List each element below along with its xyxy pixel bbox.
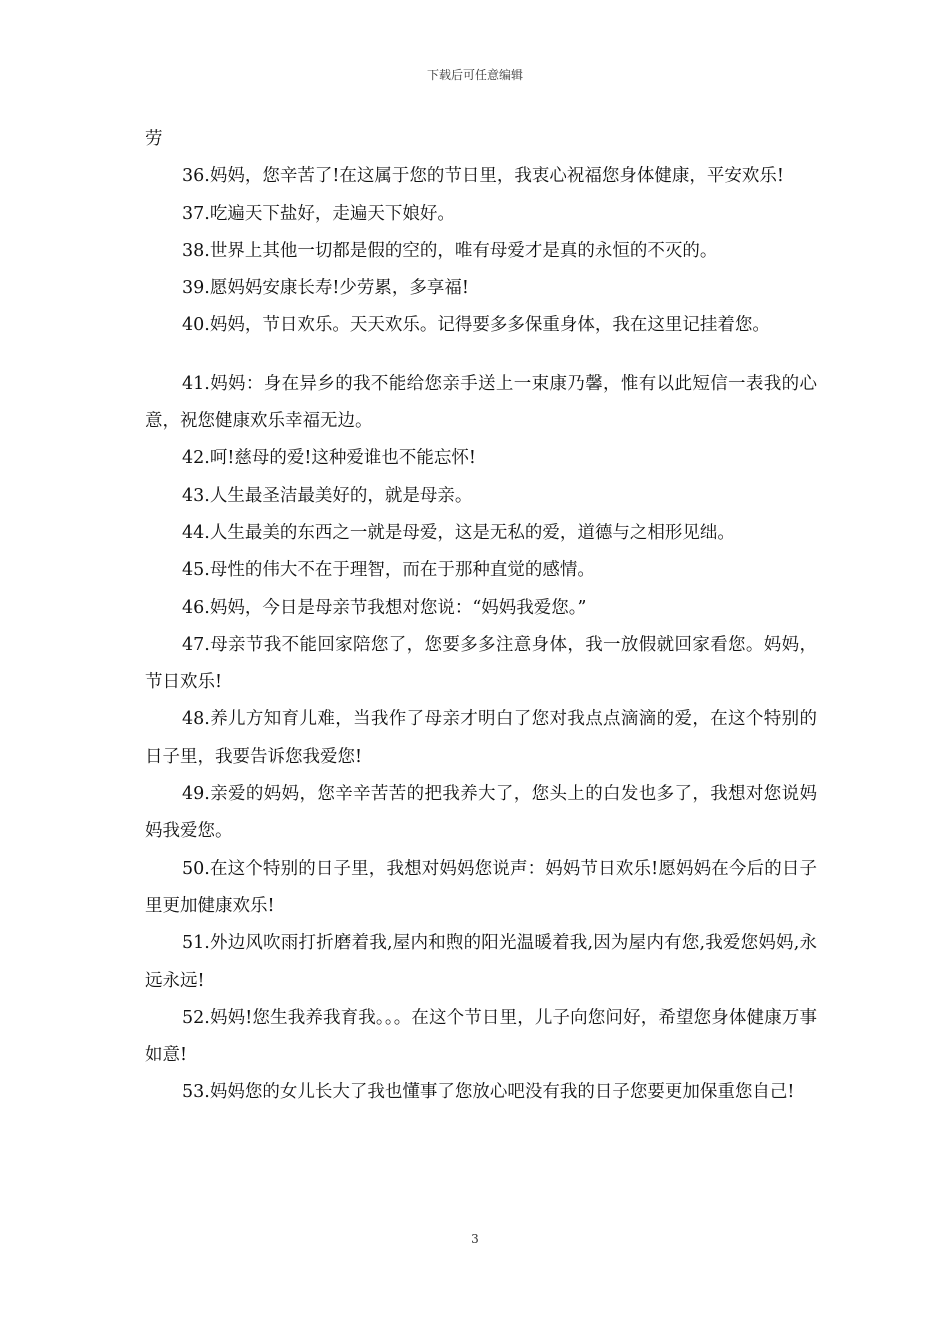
paragraph-41: 41.妈妈：身在异乡的我不能给您亲手送上一束康乃馨，惟有以此短信一表我的心意，祝您健康欢乐幸福无边。 xyxy=(145,373,817,432)
page-number: 3 xyxy=(471,1232,479,1246)
paragraph-40: 40.妈妈，节日欢乐。天天欢乐。记得要多多保重身体，我在这里记挂着您。 xyxy=(182,315,770,336)
paragraph-44: 44.人生最美的东西之一就是母爱，这是无私的爱，道德与之相形见绌。 xyxy=(182,522,735,543)
paragraph-49: 49.亲爱的妈妈，您辛辛苦苦的把我养大了，您头上的白发也多了，我想对您说妈妈我爱您。 xyxy=(145,784,817,842)
document-body xyxy=(145,121,817,1112)
paragraph-38: 38.世界上其他一切都是假的空的，唯有母爱才是真的永恒的不灭的。 xyxy=(182,240,718,261)
paragraph-36: 36.妈妈，您辛苦了!在这属于您的节日里，我衷心祝福您身体健康，平安欢乐! xyxy=(182,166,784,187)
page-header: 下载后可任意编辑 xyxy=(426,68,523,82)
paragraph-46: 46.妈妈，今日是母亲节我想对您说：“妈妈我爱您。” xyxy=(182,597,587,618)
paragraph-48: 48.养儿方知育儿难，当我作了母亲才明白了您对我点点滴滴的爱，在这个特别的日子里，我要告诉您我爱您! xyxy=(145,709,817,767)
paragraph-52: 52.妈妈!您生我养我育我。。。在这个节日里，儿子向您问好，希望您身体健康万事如意! xyxy=(145,1007,817,1066)
paragraph-42: 42.呵!慈母的爱!这种爱谁也不能忘怀! xyxy=(182,448,476,469)
paragraph-43: 43.人生最圣洁最美好的，就是母亲。 xyxy=(182,485,473,506)
paragraph-50: 50.在这个特别的日子里，我想对妈妈您说声：妈妈节日欢乐!愿妈妈在今后的日子里更加健康欢乐! xyxy=(145,858,817,916)
paragraph-53: 53.妈妈您的女儿长大了我也懂事了您放心吧没有我的日子您要更加保重您自己! xyxy=(182,1082,795,1103)
paragraph-39: 39.愿妈妈安康长寿!少劳累，多享福! xyxy=(182,278,469,299)
paragraph-37: 37.吃遍天下盐好，走遍天下娘好。 xyxy=(182,203,455,224)
paragraph-47: 47.母亲节我不能回家陪您了，您要多多注意身体，我一放假就回家看您。妈妈，节日欢乐! xyxy=(145,634,817,693)
paragraph-continuation: 劳 xyxy=(145,129,163,149)
paragraph-51: 51.外边风吹雨打折磨着我,屋内和煦的阳光温暖着我,因为屋内有您,我爱您妈妈,永远永远! xyxy=(145,933,817,991)
paragraph-45: 45.母性的伟大不在于理智，而在于那种直觉的感情。 xyxy=(182,560,595,581)
paragraph-spacer xyxy=(145,345,817,366)
